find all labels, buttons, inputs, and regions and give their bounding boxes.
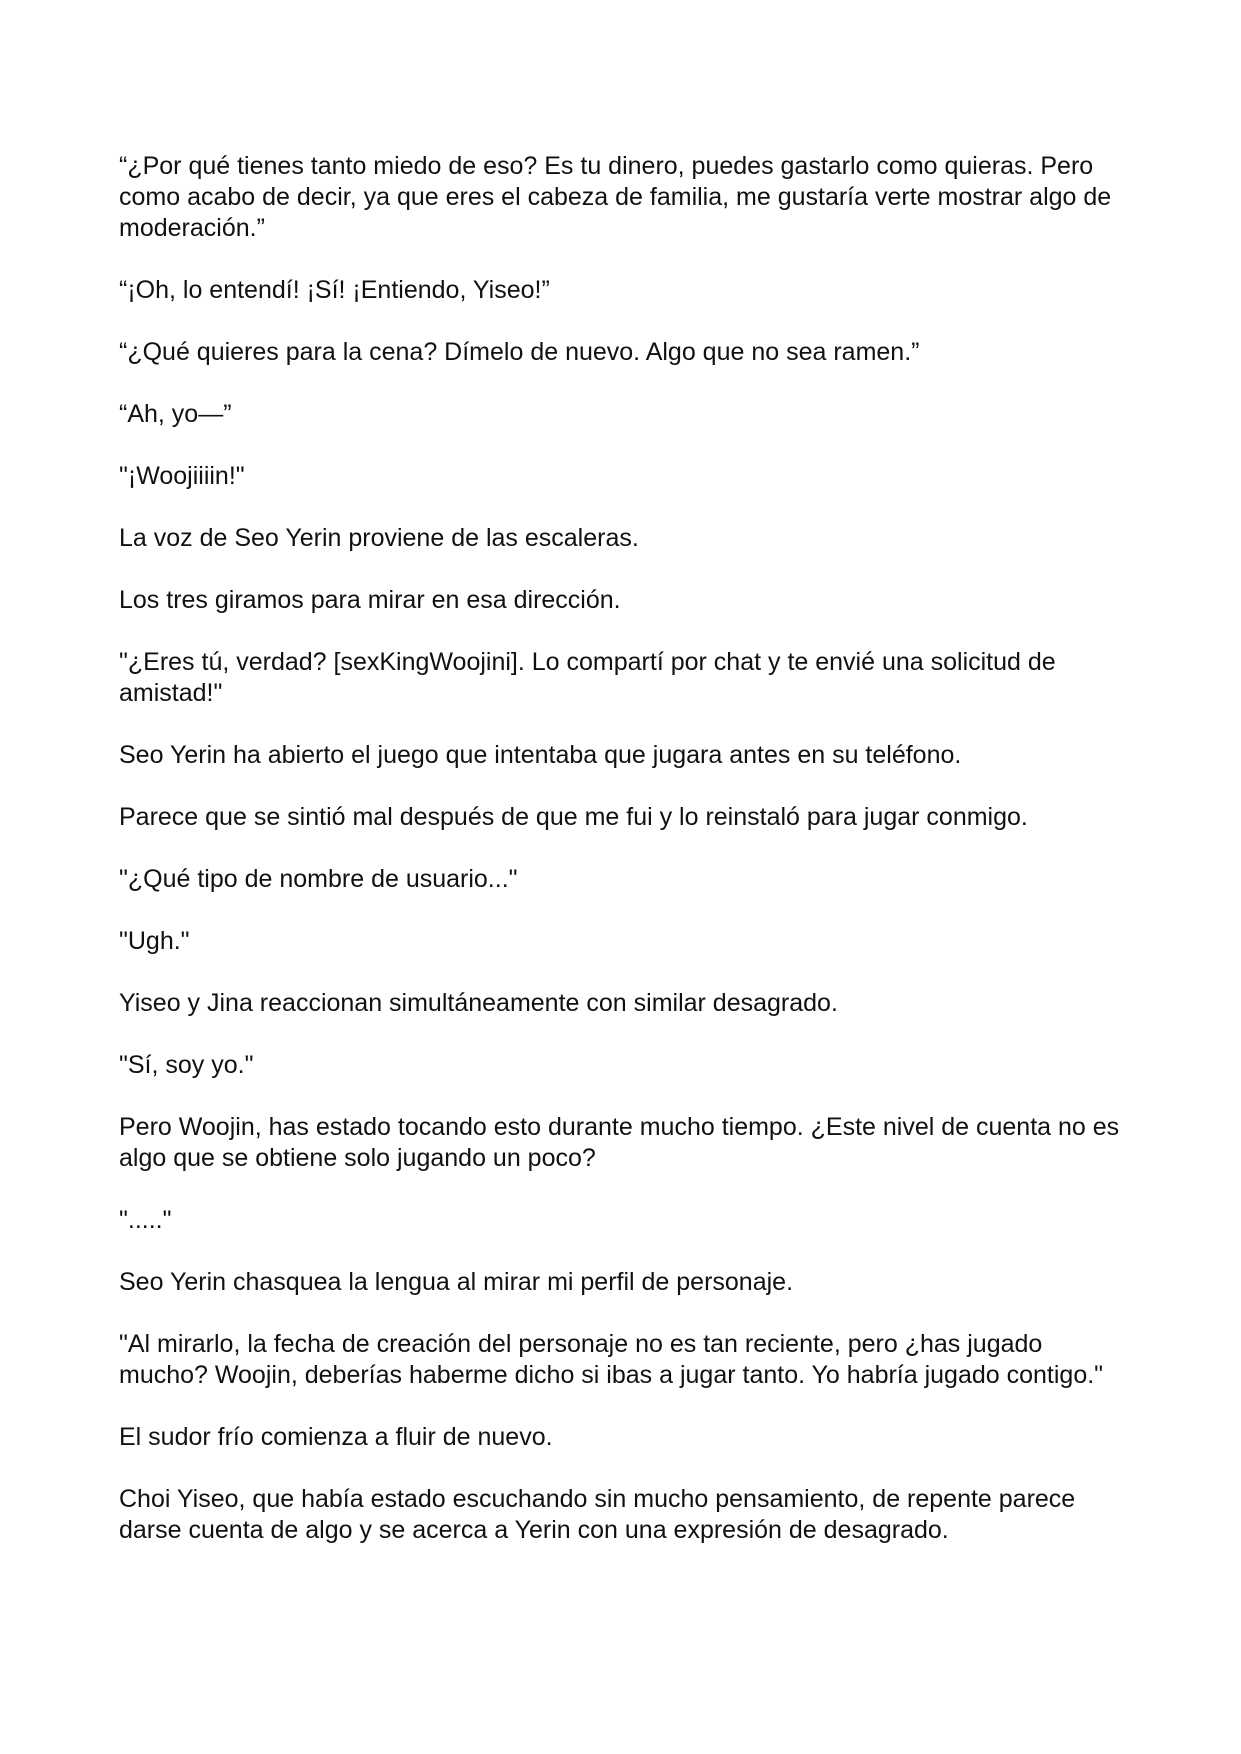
paragraph: "¿Eres tú, verdad? [sexKingWoojini]. Lo compartí por chat y te envié una solicitud de amistad!" bbox=[119, 648, 1056, 707]
paragraph: La voz de Seo Yerin proviene de las escaleras. bbox=[119, 524, 639, 552]
paragraph: Parece que se sintió mal después de que me fui y lo reinstaló para jugar conmigo. bbox=[119, 803, 1028, 831]
document-body bbox=[119, 151, 1129, 1577]
paragraph: “¡Oh, lo entendí! ¡Sí! ¡Entiendo, Yiseo!” bbox=[119, 276, 550, 304]
paragraph: Los tres giramos para mirar en esa dirección. bbox=[119, 586, 621, 614]
paragraph: "Sí, soy yo." bbox=[119, 1051, 254, 1079]
paragraph: Choi Yiseo, que había estado escuchando sin mucho pensamiento, de repente parece darse cuenta de algo y se acerca a Yerin con una expresión de desagrado. bbox=[119, 1485, 1076, 1544]
paragraph: “¿Por qué tienes tanto miedo de eso? Es tu dinero, puedes gastarlo como quieras. Pero como acabo de decir, ya que eres el cabeza de familia, me gustaría verte mostrar algo de moderación.” bbox=[119, 152, 1112, 242]
paragraph: "....." bbox=[119, 1206, 172, 1234]
paragraph: "Ugh." bbox=[119, 927, 190, 955]
paragraph: "Al mirarlo, la fecha de creación del personaje no es tan reciente, pero ¿has jugado mucho? Woojin, deberías haberme dicho si ibas a jugar tanto. Yo habría jugado contigo." bbox=[119, 1330, 1104, 1389]
paragraph: Seo Yerin chasquea la lengua al mirar mi perfil de personaje. bbox=[119, 1268, 794, 1296]
paragraph: El sudor frío comienza a fluir de nuevo. bbox=[119, 1423, 553, 1451]
paragraph: Seo Yerin ha abierto el juego que intentaba que jugara antes en su teléfono. bbox=[119, 741, 962, 769]
paragraph: "¿Qué tipo de nombre de usuario..." bbox=[119, 865, 518, 893]
paragraph: “¿Qué quieres para la cena? Dímelo de nuevo. Algo que no sea ramen.” bbox=[119, 338, 920, 366]
paragraph: “Ah, yo—” bbox=[119, 400, 232, 428]
paragraph: "¡Woojiiiin!" bbox=[119, 462, 245, 490]
paragraph: Pero Woojin, has estado tocando esto durante mucho tiempo. ¿Este nivel de cuenta no es algo que se obtiene solo jugando un poco? bbox=[119, 1113, 1120, 1172]
paragraph: Yiseo y Jina reaccionan simultáneamente con similar desagrado. bbox=[119, 989, 838, 1017]
